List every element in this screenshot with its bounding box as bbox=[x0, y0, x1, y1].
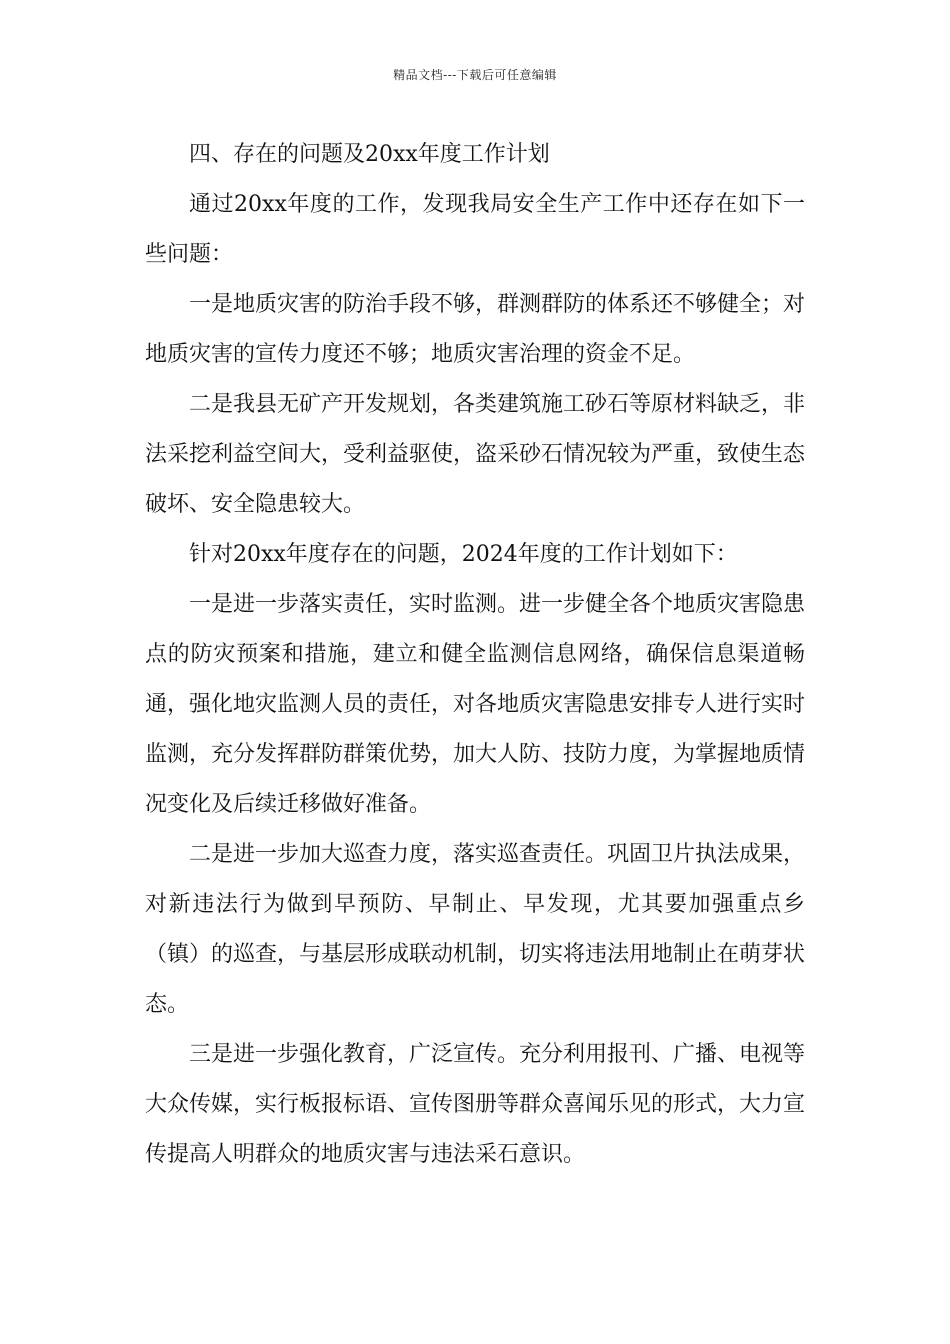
document-body bbox=[145, 130, 805, 1180]
paragraph: 二是进一步加大巡查力度，落实巡查责任。巩固卫片执法成果，对新违法行为做到早预防、早制止、早发现，尤其要加强重点乡（镇）的巡查，与基层形成联动机制，切实将违法用地制止在萌芽状态。 bbox=[145, 842, 806, 1017]
section-heading: 四、存在的问题及20xx年度工作计划 bbox=[189, 142, 550, 167]
paragraph: 针对20xx年度存在的问题，2024年度的工作计划如下： bbox=[189, 542, 738, 567]
paragraph: 通过20xx年度的工作，发现我局安全生产工作中还存在如下一些问题： bbox=[145, 192, 805, 267]
paragraph: 三是进一步强化教育，广泛宣传。充分利用报刊、广播、电视等大众传媒，实行板报标语、宣传图册等群众喜闻乐见的形式，大力宣传提高人明群众的地质灾害与违法采石意识。 bbox=[145, 1042, 806, 1167]
paragraph: 二是我县无矿产开发规划，各类建筑施工砂石等原材料缺乏，非法采挖利益空间大，受利益驱使，盗采砂石情况较为严重，致使生态破坏、安全隐患较大。 bbox=[145, 392, 806, 517]
paragraph: 一是进一步落实责任，实时监测。进一步健全各个地质灾害隐患点的防灾预案和措施，建立和健全监测信息网络，确保信息渠道畅通，强化地灾监测人员的责任，对各地质灾害隐患安排专人进行实时监测，充分发挥群防群策优势，加大人防、技防力度，为掌握地质情况变化及后续迁移做好准备。 bbox=[145, 592, 806, 817]
paragraph: 一是地质灾害的防治手段不够，群测群防的体系还不够健全；对地质灾害的宣传力度还不够；地质灾害治理的资金不足。 bbox=[145, 292, 806, 367]
page-header: 精品文档---下载后可任意编辑 bbox=[393, 68, 557, 82]
